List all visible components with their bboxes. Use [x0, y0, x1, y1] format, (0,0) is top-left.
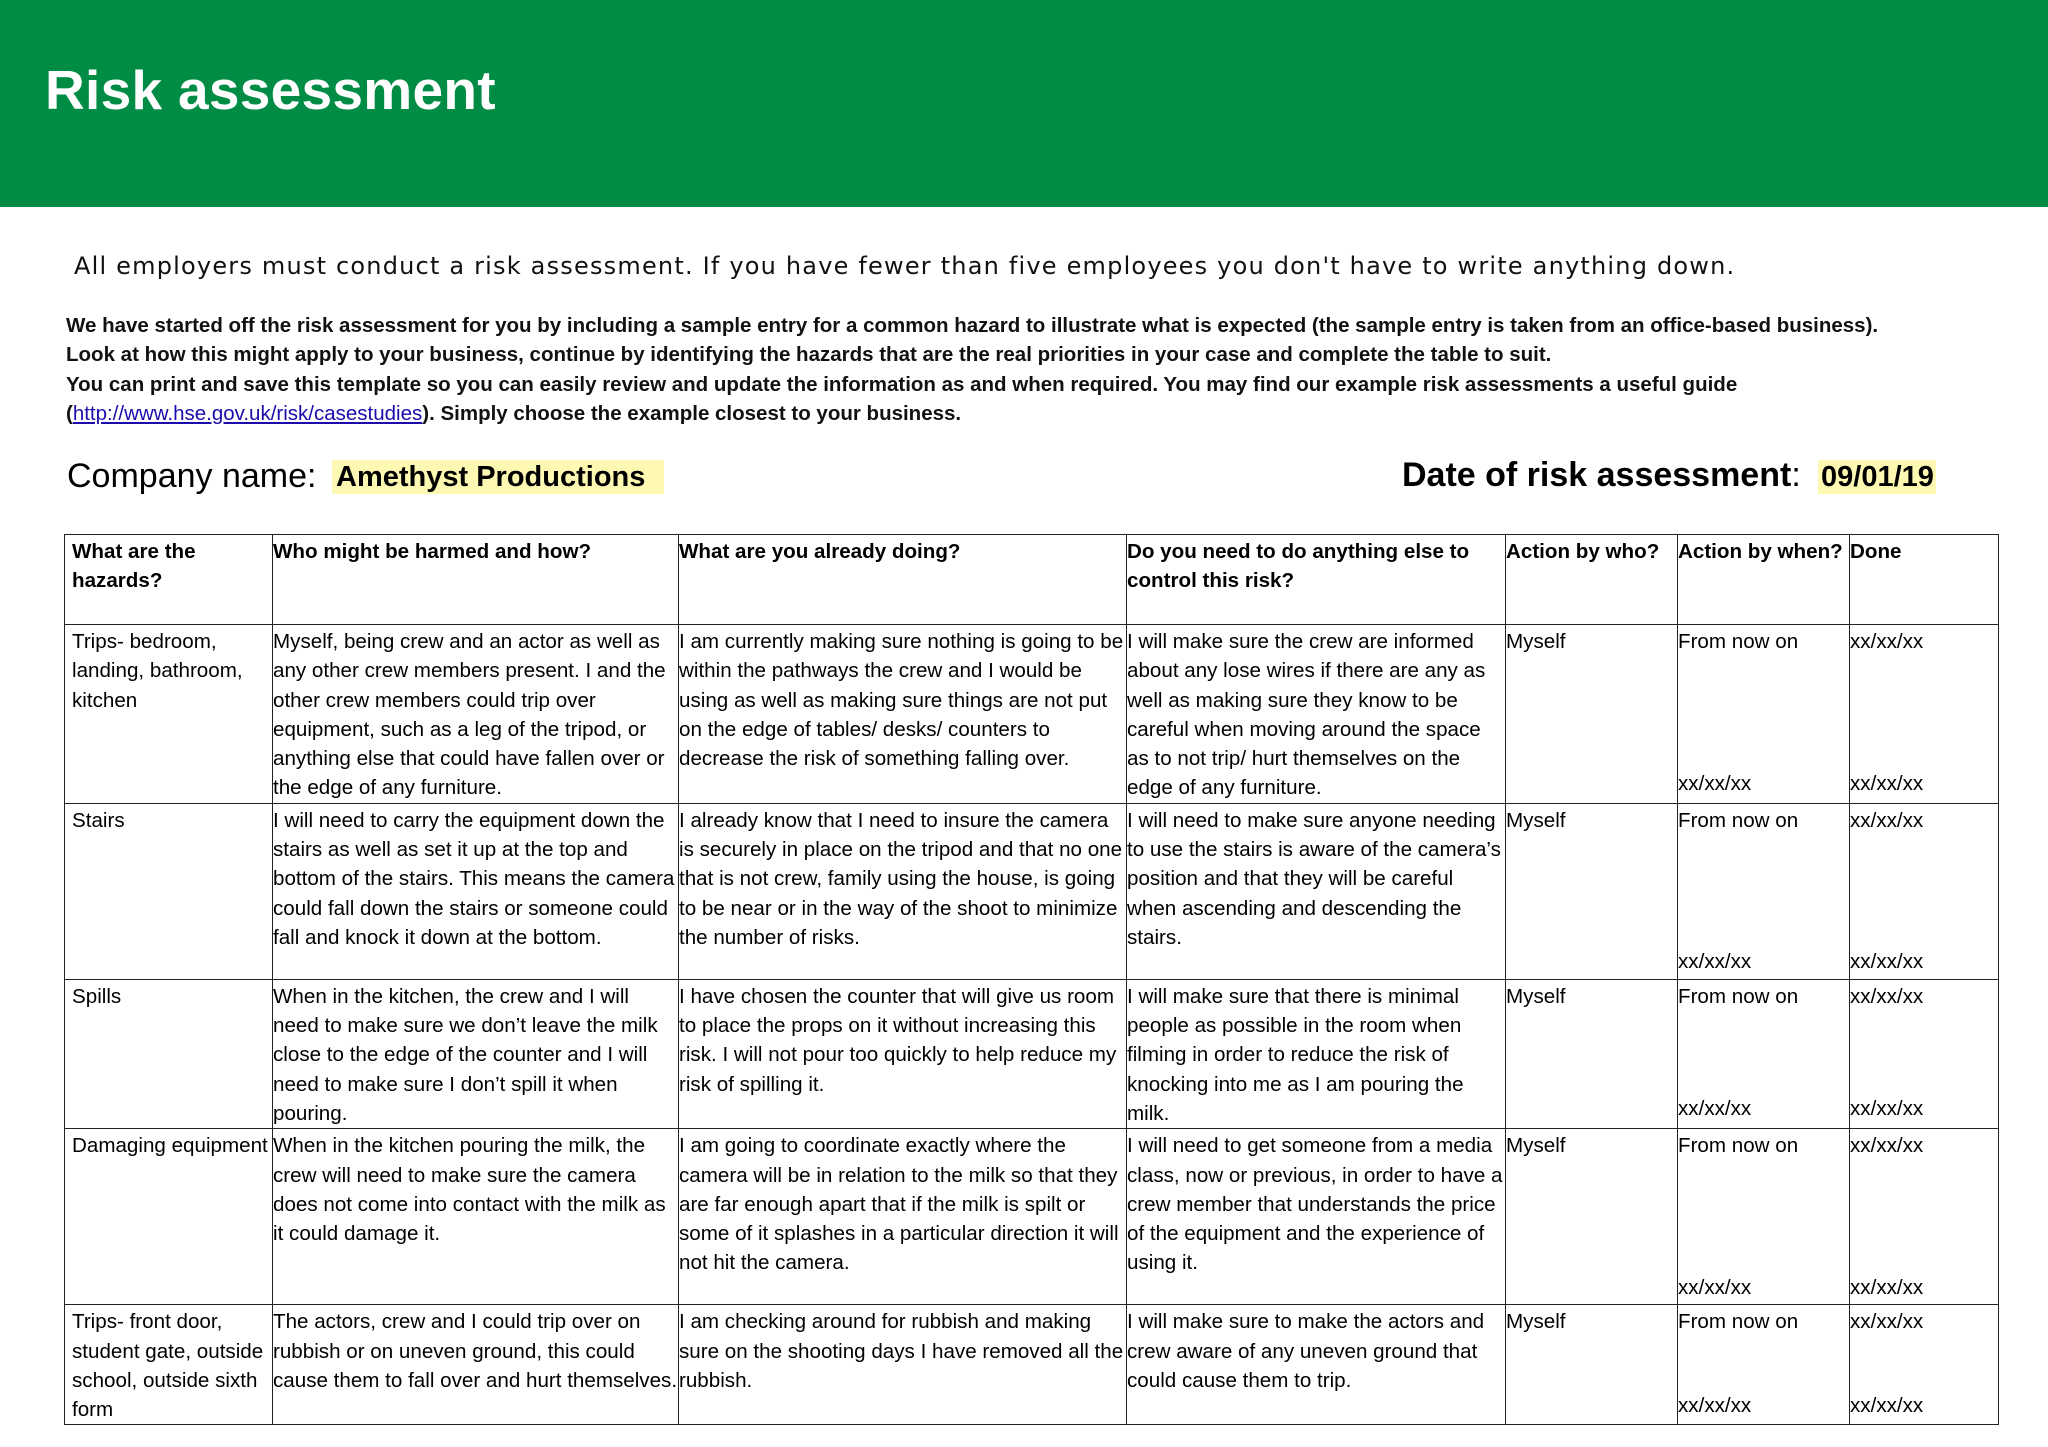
done-cell-stack: [1850, 806, 1998, 977]
header-who-harmed: Who might be harmed and how?: [273, 535, 679, 625]
header-anything-else: Do you need to do anything else to control this risk?: [1127, 535, 1506, 625]
done-cell-stack: [1850, 627, 1998, 798]
action-by-when-cell[interactable]: [1678, 625, 1850, 804]
intro-text: All employers must conduct a risk assessment. If you have fewer than five employees you don't have to write anything down.: [74, 252, 1736, 280]
action-by-when-cell[interactable]: [1678, 1129, 1850, 1305]
action-by-when-cell-stack: [1678, 627, 1849, 798]
table-row: [65, 625, 1999, 804]
hazard-cell[interactable]: Trips- front door, student gate, outside school, outside sixth form: [65, 1305, 273, 1425]
action-by-when-cell-entry: xx/xx/xx: [1678, 771, 1752, 795]
instructions-line: Look at how this might apply to your business, continue by identifying the hazards that are the real priorities in your case and complete the table to suit.: [66, 343, 1552, 367]
done-cell-entry: xx/xx/xx: [1850, 950, 1924, 974]
action-by-who-cell[interactable]: Myself: [1506, 1129, 1678, 1305]
who-harmed-cell[interactable]: Myself, being crew and an actor as well as any other crew members present. I and the other crew members could trip over equipment, such as a leg of the tripod, or anything else that could have fallen over or the edge of any furniture.: [273, 625, 679, 804]
hazard-cell[interactable]: Trips- bedroom, landing, bathroom, kitchen: [65, 625, 273, 804]
hazard-cell[interactable]: Damaging equipment: [65, 1129, 273, 1305]
company-name-label: Company name:: [67, 457, 317, 495]
anything-else-cell[interactable]: I will make sure the crew are informed about any lose wires if there are any as well as making sure they know to be careful when moving around the space as to not trip/ hurt themselves on the edge of any furniture.: [1127, 625, 1506, 804]
who-harmed-cell[interactable]: The actors, crew and I could trip over on rubbish or on uneven ground, this could cause them to fall over and hurt themselves.: [273, 1305, 679, 1425]
action-by-when-cell-stack: [1678, 806, 1849, 977]
action-by-when-cell-entry: xx/xx/xx: [1678, 1097, 1752, 1121]
table-row: [65, 979, 1999, 1128]
action-by-who-cell[interactable]: Myself: [1506, 803, 1678, 979]
action-by-when-cell-stack: [1678, 1307, 1849, 1420]
already-doing-cell[interactable]: I already know that I need to insure the camera is securely in place on the tripod and that no one that is not crew, family using the house, is going to be near or in the way of the shoot to minimize the number of risks.: [679, 803, 1127, 979]
action-by-when-cell-entry: xx/xx/xx: [1678, 1275, 1752, 1299]
date-label: [1402, 456, 1801, 495]
action-by-when-cell-entry: From now on: [1678, 630, 1799, 653]
done-cell[interactable]: [1850, 803, 1999, 979]
instructions-line: [66, 399, 2026, 428]
done-cell-stack: [1850, 1307, 1998, 1420]
anything-else-cell[interactable]: I will make sure that there is minimal people as possible in the room when filming in order to reduce the risk of knocking into me as I am pouring the milk.: [1127, 979, 1506, 1128]
done-cell-entry: xx/xx/xx: [1850, 1134, 1924, 1158]
anything-else-cell[interactable]: I will need to get someone from a media class, now or previous, in order to have a crew member that understands the price of the equipment and the experience of using it.: [1127, 1129, 1506, 1305]
action-by-when-cell-entry: From now on: [1678, 1310, 1799, 1334]
who-harmed-cell[interactable]: When in the kitchen, the crew and I will need to make sure we don’t leave the milk close to the edge of the counter and I will need to make sure I don’t spill it when pouring.: [273, 979, 679, 1128]
casestudies-link[interactable]: http://www.hse.gov.uk/risk/casestudies: [72, 401, 423, 425]
instructions-line: We have started off the risk assessment for you by including a sample entry for a common hazard to illustrate what is expected (the sample entry is taken from an office-based business).: [66, 314, 1879, 337]
done-cell-stack: [1850, 1131, 1998, 1302]
action-by-when-cell-entry: From now on: [1678, 1134, 1799, 1158]
action-by-when-cell[interactable]: [1678, 1305, 1850, 1425]
action-by-when-cell[interactable]: [1678, 979, 1850, 1128]
action-by-when-cell-entry: From now on: [1678, 984, 1799, 1008]
done-cell-entry: xx/xx/xx: [1850, 1393, 1924, 1417]
done-cell-entry: xx/xx/xx: [1850, 630, 1924, 653]
date-label-text: Date of risk assessment: [1402, 456, 1792, 494]
already-doing-cell[interactable]: I have chosen the counter that will give us room to place the props on it without increasing this risk. I will not pour too quickly to help reduce my risk of spilling it.: [679, 979, 1127, 1128]
header-banner: [0, 0, 2048, 207]
table-row: [65, 1129, 1999, 1305]
hazard-cell[interactable]: Stairs: [65, 803, 273, 979]
table-header-row: [65, 535, 1999, 625]
header-already-doing: What are you already doing?: [679, 535, 1127, 625]
already-doing-cell[interactable]: I am currently making sure nothing is going to be within the pathways the crew and I would be using as well as making sure things are not put on the edge of tables/ desks/ counters to decrease the risk of something falling over.: [679, 625, 1127, 804]
done-cell[interactable]: [1850, 1305, 1999, 1425]
risk-table: [64, 534, 1999, 1425]
who-harmed-cell[interactable]: I will need to carry the equipment down the stairs as well as set it up at the top and bottom of the stairs. This means the camera could fall down the stairs or someone could fall and knock it down at the bottom.: [273, 803, 679, 979]
action-by-when-cell[interactable]: [1678, 803, 1850, 979]
anything-else-cell[interactable]: I will need to make sure anyone needing to use the stairs is aware of the camera’s position and that they will be careful when ascending and descending the stairs.: [1127, 803, 1506, 979]
done-cell[interactable]: [1850, 625, 1999, 804]
hazard-cell[interactable]: Spills: [65, 979, 273, 1128]
done-cell[interactable]: [1850, 979, 1999, 1128]
anything-else-cell[interactable]: I will make sure to make the actors and crew aware of any uneven ground that could cause them to trip.: [1127, 1305, 1506, 1425]
paren-open: (: [66, 401, 73, 425]
date-label-colon: :: [1791, 456, 1801, 494]
table-row: [65, 1305, 1999, 1425]
done-cell-entry: xx/xx/xx: [1850, 1310, 1924, 1334]
already-doing-cell[interactable]: I am going to coordinate exactly where the camera will be in relation to the milk so that they are far enough apart that if the milk is spilt or some of it splashes in a particular direction it will not hit the camera.: [679, 1129, 1127, 1305]
page-title: Risk assessment: [45, 59, 496, 121]
instructions-tail: ). Simply choose the example closest to your business.: [422, 401, 962, 425]
already-doing-cell[interactable]: I am checking around for rubbish and making sure on the shooting days I have removed all the rubbish.: [679, 1305, 1127, 1425]
action-by-who-cell[interactable]: Myself: [1506, 1305, 1678, 1425]
action-by-who-cell[interactable]: Myself: [1506, 625, 1678, 804]
header-action-by-when: Action by when?: [1678, 535, 1850, 625]
action-by-when-cell-entry: xx/xx/xx: [1678, 950, 1752, 974]
action-by-who-cell[interactable]: Myself: [1506, 979, 1678, 1128]
action-by-when-cell-stack: [1678, 982, 1849, 1124]
done-cell[interactable]: [1850, 1129, 1999, 1305]
table-row: [65, 803, 1999, 979]
done-cell-entry: xx/xx/xx: [1850, 808, 1924, 832]
action-by-when-cell-stack: [1678, 1131, 1849, 1302]
action-by-when-cell-entry: From now on: [1678, 808, 1799, 832]
done-cell-stack: [1850, 982, 1998, 1124]
action-by-when-cell-entry: xx/xx/xx: [1678, 1393, 1752, 1417]
instructions-block: [66, 311, 2026, 428]
header-hazards: What are the hazards?: [65, 535, 273, 625]
done-cell-entry: xx/xx/xx: [1850, 984, 1924, 1008]
header-action-by-who: Action by who?: [1506, 535, 1678, 625]
instructions-line: You can print and save this template so you can easily review and update the information as and when required. You may find our example risk assessments a useful guide: [66, 372, 1738, 396]
date-field[interactable]: 09/01/19: [1818, 460, 1936, 494]
done-cell-entry: xx/xx/xx: [1850, 1097, 1924, 1121]
done-cell-entry: xx/xx/xx: [1850, 771, 1924, 795]
company-name-field[interactable]: Amethyst Productions: [332, 460, 664, 494]
who-harmed-cell[interactable]: When in the kitchen pouring the milk, the crew will need to make sure the camera does not come into contact with the milk as it could damage it.: [273, 1129, 679, 1305]
header-done: Done: [1850, 535, 1999, 625]
done-cell-entry: xx/xx/xx: [1850, 1275, 1924, 1299]
